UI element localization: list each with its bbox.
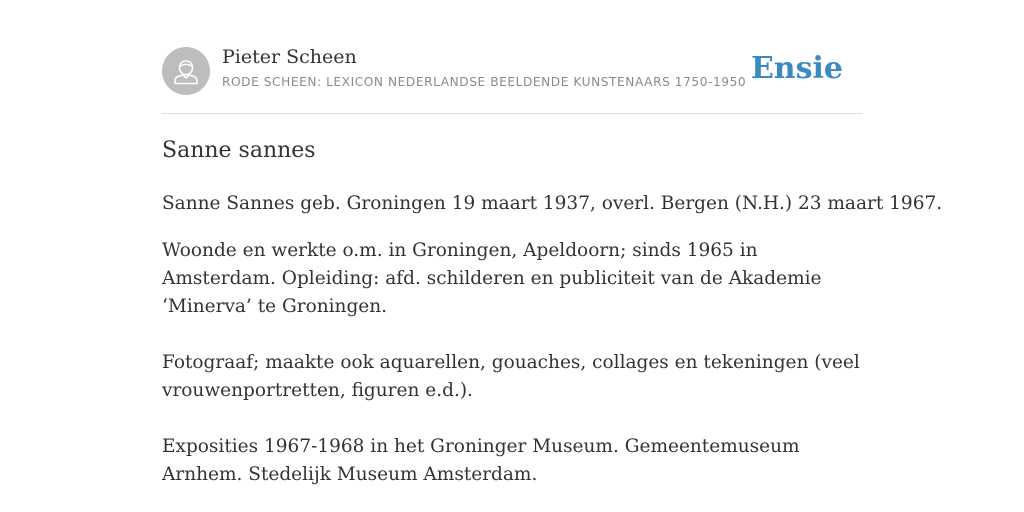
brand-logo[interactable]: Ensie [750,51,843,86]
article-paragraph: Exposities 1967-1968 in het Groninger Museum. Gemeentemuseum Arnhem. Stedelijk Museum Amsterdam. [162,436,800,485]
divider [162,113,862,114]
article-paragraph: Sanne Sannes geb. Groningen 19 maart 1937, overl. Bergen (N.H.) 23 maart 1967. [162,193,943,214]
user-icon [162,47,210,95]
source-label[interactable]: RODE SCHEEN: LEXICON NEDERLANDSE BEELDENDE KUNSTENAARS 1750-1950 [222,75,747,89]
article-paragraph: Woonde en werkte o.m. in Groningen, Apeldoorn; sinds 1965 in Amsterdam. Opleiding: afd. schilderen en publiciteit van de Akademie ‘Minerva’ te Groningen. [162,240,822,317]
header [162,46,862,96]
author-name[interactable]: Pieter Scheen [222,46,357,68]
article-paragraph: Fotograaf; maakte ook aquarellen, gouaches, collages en tekeningen (veel vrouwenportretten, figuren e.d.). [162,352,860,401]
article-title: Sanne sannes [162,138,316,163]
avatar[interactable] [162,47,210,95]
